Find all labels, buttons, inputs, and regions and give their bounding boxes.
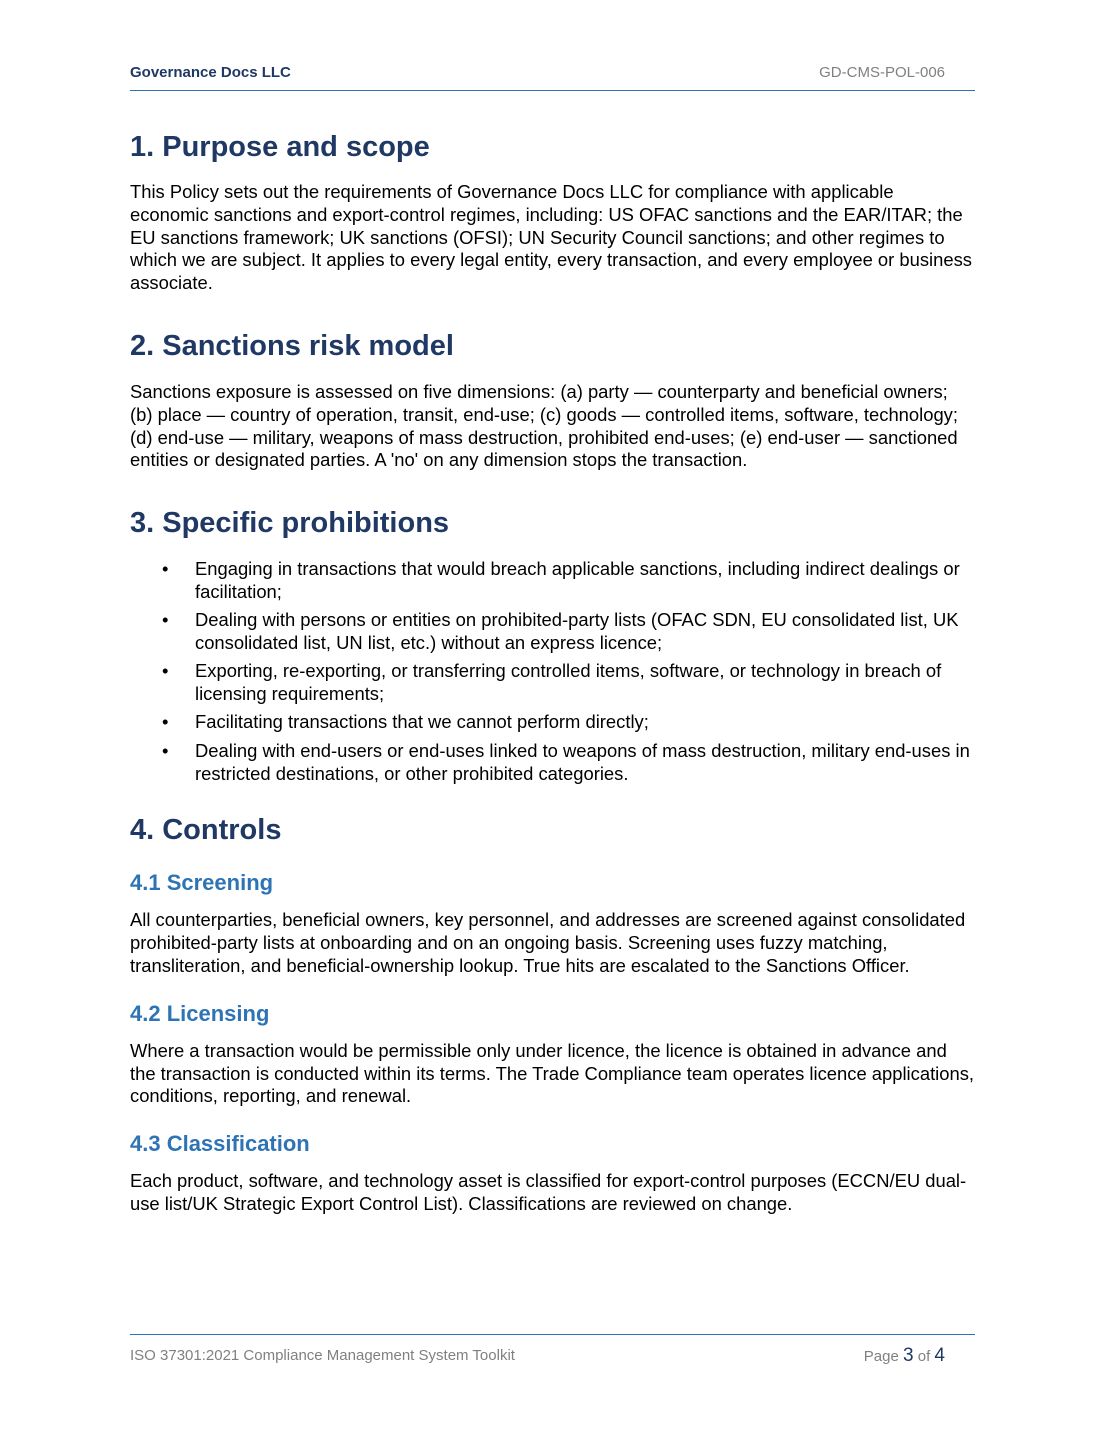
section-2-heading: 2. Sanctions risk model [130, 329, 454, 362]
header-divider [130, 90, 975, 91]
list-item-text: Engaging in transactions that would breach applicable sanctions, including indirect dealings or facilitation; [195, 558, 960, 602]
of-word: of [917, 1348, 931, 1365]
document-page [130, 0, 975, 1430]
list-item-text: Dealing with end-users or end-uses linked to weapons of mass destruction, military end-uses in restricted destinations, or other prohibited categories. [195, 739, 970, 784]
page-word: Page [863, 1348, 899, 1365]
prohibitions-list [130, 558, 975, 785]
subsection-4-2-heading: 4.2 Licensing [130, 1000, 270, 1026]
footer-divider [130, 1334, 975, 1335]
page-number [864, 1345, 945, 1367]
page-footer [130, 1345, 975, 1369]
bullet-icon: • [162, 660, 169, 682]
footer-toolkit-name: ISO 37301:2021 Compliance Management System Toolkit [130, 1347, 515, 1364]
list-item-text: Exporting, re-exporting, or transferring controlled items, software, or technology in breach of licensing requirements; [195, 660, 942, 705]
section-1-paragraph: This Policy sets out the requirements of Governance Docs LLC for compliance with applicable economic sanctions and export-control regimes, including: US OFAC sanctions and the EAR/ITAR; the EU sanctions framework; UK sanctions (OFSI); UN Security Council sanctions; and other regimes to which we are subject. It applies to every legal entity, every transaction, and every employee or business associate. [130, 181, 972, 294]
subsection-4-3-heading: 4.3 Classification [130, 1131, 310, 1157]
section-3-heading: 3. Specific prohibitions [130, 507, 450, 540]
list-item-text: Facilitating transactions that we cannot perform directly; [195, 711, 649, 733]
list-item [130, 609, 975, 655]
header-company-name: Governance Docs LLC [130, 64, 291, 81]
list-item [130, 558, 975, 604]
header-document-id: GD-CMS-POL-006 [819, 64, 945, 81]
list-item [130, 711, 975, 734]
subsection-4-2-paragraph: Where a transaction would be permissible only under licence, the licence is obtained in advance and the transaction is conducted within its terms. The Trade Compliance team operates licence applications, conditions, reporting, and renewal. [130, 1039, 975, 1107]
section-4-heading: 4. Controls [130, 814, 282, 847]
document-body [130, 128, 975, 1216]
current-page-number: 3 [902, 1345, 914, 1366]
subsection-4-1-heading: 4.1 Screening [130, 870, 274, 896]
subsection-4-1-paragraph: All counterparties, beneficial owners, key personnel, and addresses are screened against consolidated prohibited-party lists at onboarding and on an ongoing basis. Screening uses fuzzy matching, transliteration, and beneficial-ownership lookup. True hits are escalated to the Sanctions Officer. [130, 909, 966, 976]
total-page-number: 4 [934, 1345, 945, 1366]
bullet-icon: • [162, 609, 169, 631]
list-item-text: Dealing with persons or entities on prohibited-party lists (OFAC SDN, EU consolidated list, UK consolidated list, UN list, etc.) without an express licence; [195, 609, 959, 654]
subsection-4-3-paragraph: Each product, software, and technology asset is classified for export-control purposes (ECCN/EU dual-use list/UK Strategic Export Control List). Classifications are reviewed on change. [130, 1170, 967, 1214]
section-2-paragraph: Sanctions exposure is assessed on five dimensions: (a) party — counterparty and beneficial owners; (b) place — country of operation, transit, end-use; (c) goods — controlled items, software, technology; (d) end-use — military, weapons of mass destruction, prohibited end-uses; (e) end-user — sanctioned entities or designated parties. A 'no' on any dimension stops the transaction. [130, 380, 958, 471]
bullet-icon: • [162, 711, 169, 733]
list-item [130, 740, 975, 786]
page-header [130, 64, 975, 84]
bullet-icon: • [162, 739, 169, 761]
bullet-icon: • [162, 558, 169, 580]
section-1-heading: 1. Purpose and scope [130, 131, 430, 163]
list-item [130, 660, 975, 706]
